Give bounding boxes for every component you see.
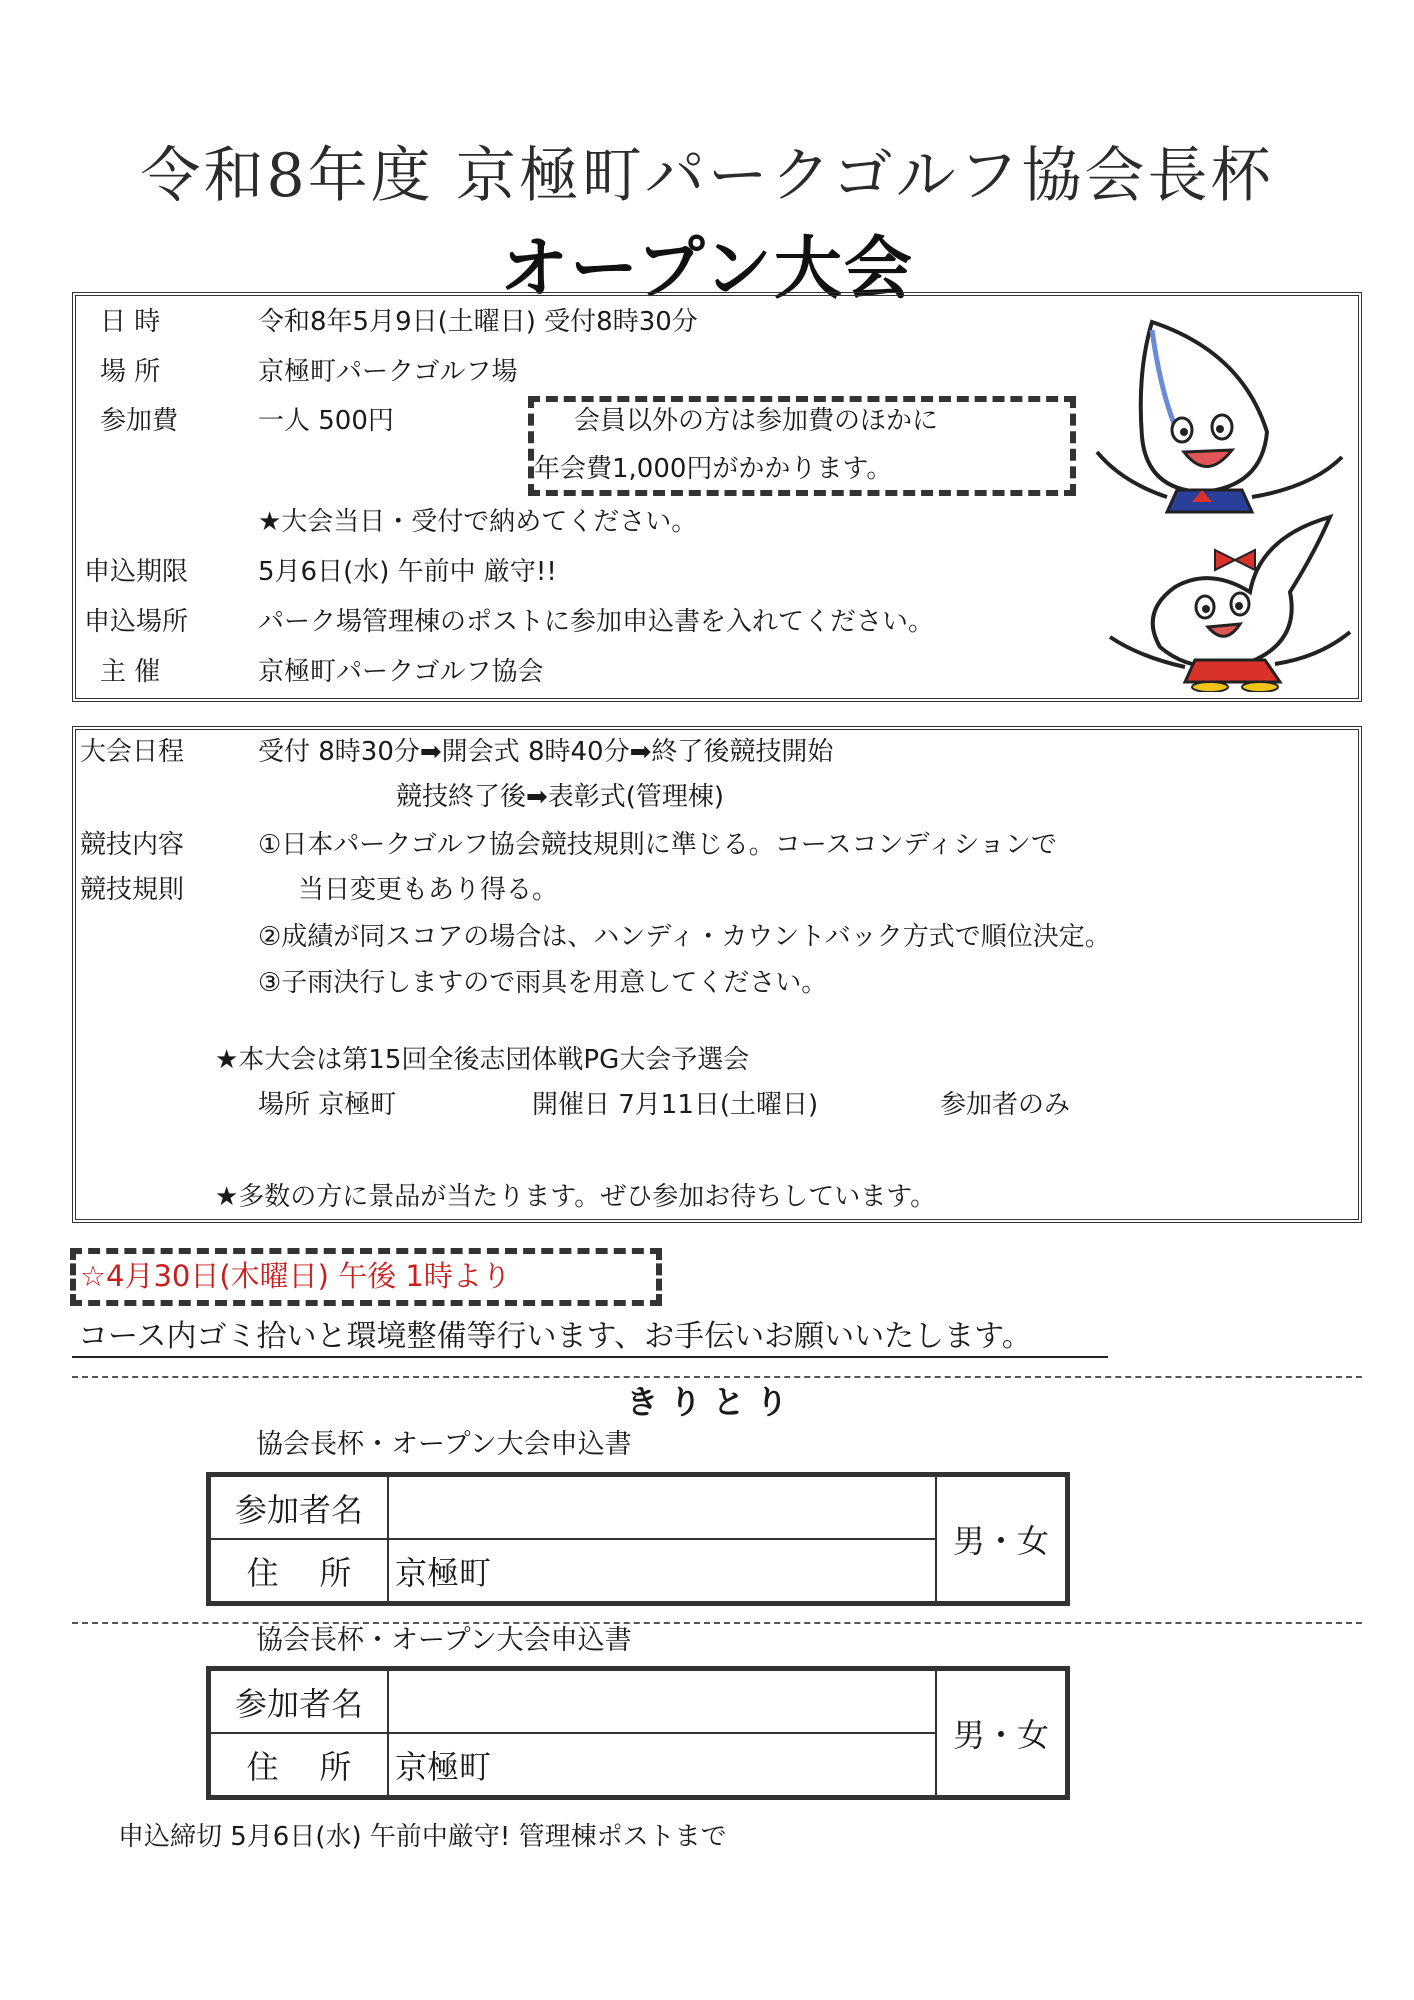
name-label: 参加者名 [209,1475,389,1540]
mascot-girl-icon [1100,512,1355,692]
qualifier-participants: 参加者のみ [940,1090,1071,1120]
cut-label: き り と り [626,1383,788,1421]
application-form [206,1472,1070,1606]
address-input[interactable]: 京極町 [388,1733,936,1798]
venue-value: 京極町パークゴルフ場 [258,357,518,387]
qualifier-note: ★本大会は第15回全後志団体戦PG大会予選会 [215,1045,750,1075]
application-place-label: 申込場所 [84,607,189,637]
rule-3: ③子雨決行しますので雨具を用意してください。 [258,968,828,998]
schedule-line1: 受付 8時30分➡開会式 8時40分➡終了後競技開始 [258,737,834,767]
form-title: 協会長杯・オープン大会申込書 [256,1625,632,1656]
fee-label: 参加費 [100,406,179,436]
footer-deadline: 申込締切 5月6日(水) 午前中厳守! 管理棟ポストまで [118,1822,727,1852]
qualifier-place: 場所 京極町 [258,1090,397,1120]
rule-1b: 当日変更もあり得る。 [298,875,559,905]
address-label: 住 所 [209,1733,389,1798]
rule-2: ②成績が同スコアの場合は、ハンディ・カウントバック方式で順位決定。 [258,922,1111,952]
prizes-note: ★多数の方に景品が当たります。ぜひ参加お待ちしています。 [215,1182,937,1212]
name-input[interactable] [388,1669,936,1734]
form-title: 協会長杯・オープン大会申込書 [256,1429,632,1460]
rule-1a: ①日本パークゴルフ協会競技規則に準じる。コースコンディションで [258,830,1057,860]
payment-note: ★大会当日・受付で納めてください。 [258,507,698,537]
cleanup-underline [72,1356,1108,1358]
host-label: 主 催 [100,657,161,687]
fee-value: 一人 500円 [258,406,394,436]
schedule-label: 大会日程 [80,737,185,767]
address-label: 住 所 [209,1539,389,1604]
page-subtitle: オープン大会 [500,230,914,309]
qualifier-date: 開催日 7月11日(土曜日) [532,1090,819,1120]
gender-select[interactable]: 男・女 [936,1669,1068,1798]
venue-label: 場 所 [100,357,161,387]
rules-label-rules: 競技規則 [80,875,185,905]
name-input[interactable] [388,1475,936,1540]
schedule-line2: 競技終了後➡表彰式(管理棟) [396,782,725,812]
cleanup-message: コース内ゴミ拾いと環境整備等行います、お手伝いお願いいたします。 [78,1319,1032,1354]
rules-label-content: 競技内容 [80,830,185,860]
address-input[interactable]: 京極町 [388,1539,936,1604]
cleanup-date: ☆4月30日(木曜日) 午後 1時より [80,1259,511,1293]
host-value: 京極町パークゴルフ協会 [258,657,544,687]
cut-line-top [72,1376,1362,1378]
application-form [206,1666,1070,1800]
datetime-label: 日 時 [100,307,161,337]
deadline-value: 5月6日(水) 午前中 厳守!! [258,557,557,587]
application-place-value: パーク場管理棟のポストに参加申込書を入れてください。 [258,607,935,637]
gender-select[interactable]: 男・女 [936,1475,1068,1604]
mascot-boy-icon [1092,312,1352,520]
fee-note-line1: 会員以外の方は参加費のほかに [574,406,939,436]
name-label: 参加者名 [209,1669,389,1734]
page-title: 令和8年度 京極町パークゴルフ協会長杯 [140,141,1274,211]
datetime-value: 令和8年5月9日(土曜日) 受付8時30分 [258,307,698,337]
deadline-label: 申込期限 [84,557,189,587]
fee-note-line2: 年会費1,000円がかかります。 [534,454,893,484]
